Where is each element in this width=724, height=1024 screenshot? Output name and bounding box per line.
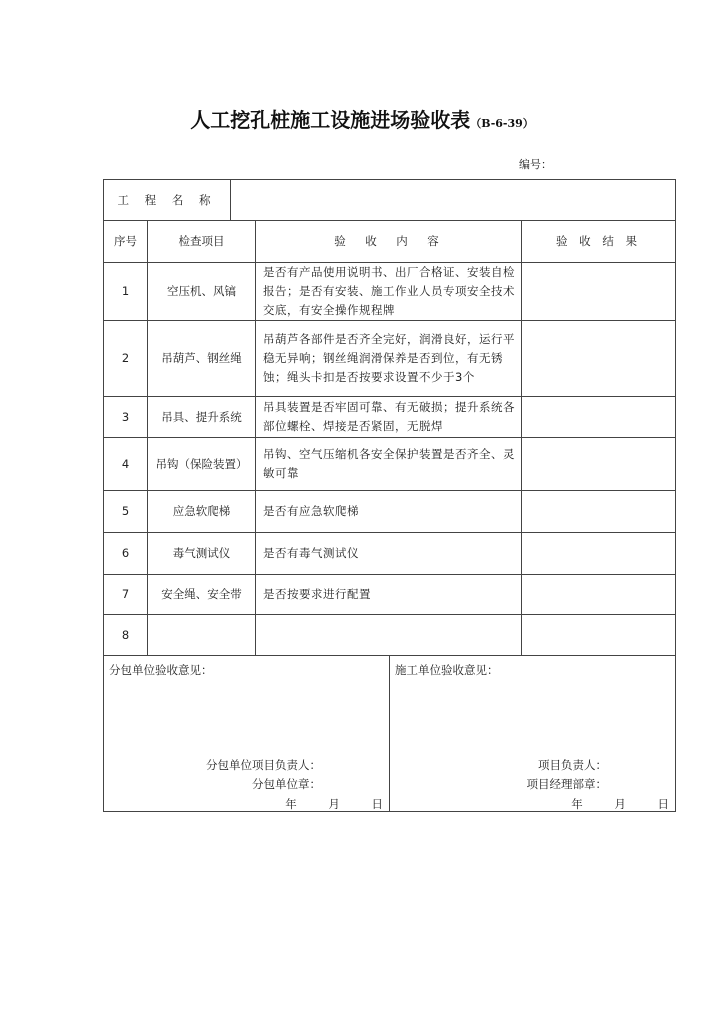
check-result[interactable] (522, 491, 675, 532)
project-name-label: 工 程 名 称 (104, 180, 231, 220)
check-content: 是否有应急软爬梯 (256, 491, 522, 532)
check-result[interactable] (522, 263, 675, 320)
subcontractor-date: 年 月 日 (285, 797, 383, 811)
contractor-opinion-label: 施工单位验收意见： (395, 663, 499, 677)
opinion-section (104, 656, 675, 811)
check-result[interactable] (522, 321, 675, 396)
check-content: 是否有产品使用说明书、出厂合格证、安装自检报告；是否有安装、施工作业人员专项安全技术交底，有安全操作规程牌 (256, 263, 522, 320)
row-number: 2 (104, 321, 148, 396)
check-result[interactable] (522, 575, 675, 614)
subcontractor-opinion[interactable] (104, 656, 390, 811)
table-row (104, 321, 675, 397)
header-no: 序号 (104, 221, 148, 262)
row-number: 6 (104, 533, 148, 574)
header-content: 验 收 内 容 (256, 221, 522, 262)
check-result[interactable] (522, 438, 675, 490)
table-row (104, 397, 675, 438)
header-item: 检查项目 (148, 221, 256, 262)
table-row (104, 263, 675, 321)
check-item: 应急软爬梯 (148, 491, 256, 532)
check-item: 吊具、提升系统 (148, 397, 256, 437)
check-result[interactable] (522, 533, 675, 574)
inspection-table (103, 179, 676, 812)
check-item: 吊葫芦、钢丝绳 (148, 321, 256, 396)
check-item: 吊钩（保险装置） (148, 438, 256, 490)
page-title (0, 104, 724, 133)
check-content: 吊钩、空气压缩机各安全保护装置是否齐全、灵敏可靠 (256, 438, 522, 490)
check-content: 吊葫芦各部件是否齐全完好，润滑良好，运行平稳无异响；钢丝绳润滑保养是否到位，有无锈蚀；绳头卡扣是否按要求设置不少于3个 (256, 321, 522, 396)
check-item: 毒气测试仪 (148, 533, 256, 574)
row-number: 7 (104, 575, 148, 614)
subcontractor-leader-label: 分包单位项目负责人： (206, 758, 321, 772)
project-name-row (104, 180, 675, 221)
check-item: 空压机、风镐 (148, 263, 256, 320)
contractor-opinion[interactable] (390, 656, 675, 811)
table-row (104, 615, 675, 656)
check-content: 是否有毒气测试仪 (256, 533, 522, 574)
subcontractor-seal-label: 分包单位章： (252, 777, 321, 791)
check-result[interactable] (522, 615, 675, 655)
check-item (148, 615, 256, 655)
project-name-field[interactable] (231, 180, 675, 220)
contractor-date: 年 月 日 (571, 797, 669, 811)
header-result: 验 收 结 果 (556, 234, 641, 248)
check-content (256, 615, 522, 655)
subcontractor-opinion-label: 分包单位验收意见： (109, 663, 213, 677)
check-content: 吊具装置是否牢固可靠、有无破损；提升系统各部位螺栓、焊接是否紧固，无脱焊 (256, 397, 522, 437)
row-number: 4 (104, 438, 148, 490)
check-item: 安全绳、安全带 (148, 575, 256, 614)
form-code: （B-6-39） (470, 117, 534, 130)
row-number: 5 (104, 491, 148, 532)
contractor-seal-label: 项目经理部章： (526, 777, 607, 791)
row-number: 8 (104, 615, 148, 655)
check-content: 是否按要求进行配置 (256, 575, 522, 614)
number-label: 编号： (519, 158, 552, 171)
check-result[interactable] (522, 397, 675, 437)
row-number: 1 (104, 263, 148, 320)
table-row (104, 533, 675, 575)
header-row (104, 221, 675, 263)
row-number: 3 (104, 397, 148, 437)
table-row (104, 491, 675, 533)
title-text: 人工挖孔桩施工设施进场验收表 (190, 108, 471, 132)
table-row (104, 575, 675, 615)
table-row (104, 438, 675, 491)
contractor-leader-label: 项目负责人： (538, 758, 607, 772)
